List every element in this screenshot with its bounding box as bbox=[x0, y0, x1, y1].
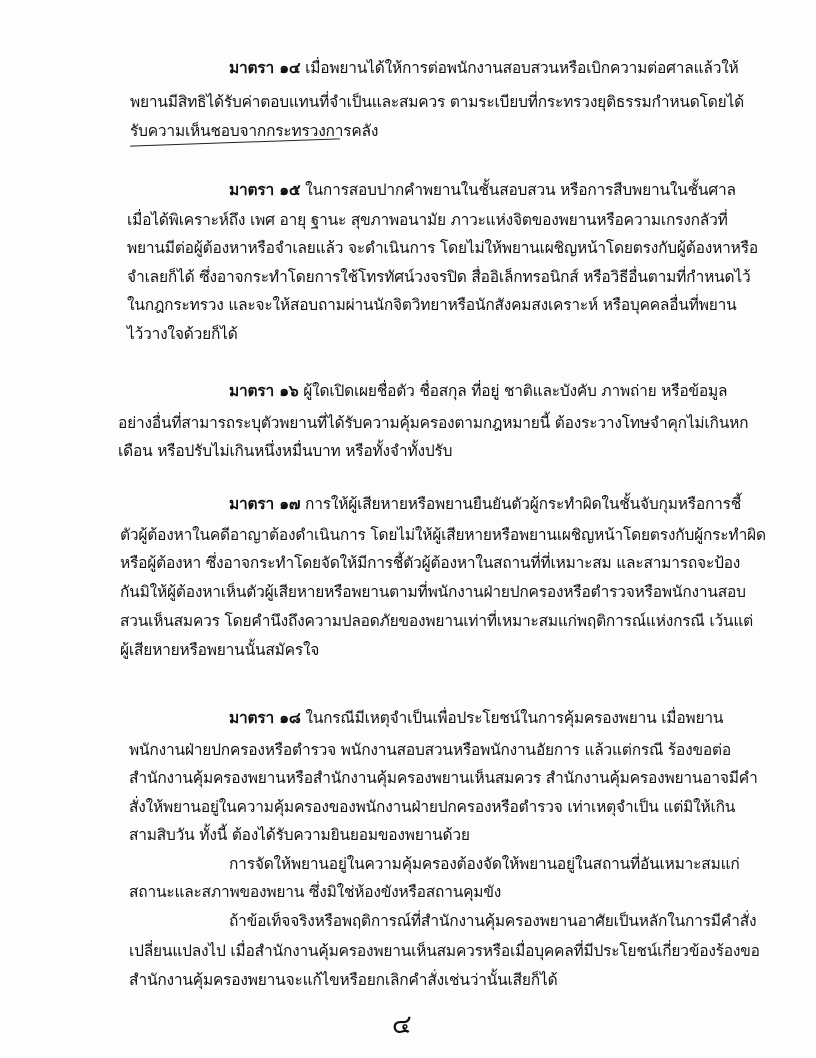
section-17-line-3: หรือผู้ต้องหา ซึ่งอาจกระทำโดยจัดให้มีการชี้ตัวผู้ต้องหาในสถานที่ที่เหมาะสม และสามารถจะป้อง bbox=[120, 554, 741, 572]
section-17-line-5: สวนเห็นสมควร โดยคำนึงถึงความปลอดภัยของพยานเท่าที่เหมาะสมแก่พฤติการณ์แห่งกรณี เว้นแต่ bbox=[120, 612, 753, 630]
section-14-number: มาตรา ๑๔ bbox=[229, 58, 301, 77]
section-15-line-6: ไว้วางใจด้วยก็ได้ bbox=[127, 325, 238, 343]
section-14-line-2: พยานมีสิทธิได้รับค่าตอบแทนที่จำเป็นและสมควร ตามระเบียบที่กระทรวงยุติธรรมกำหนดโดยได้ bbox=[130, 93, 744, 111]
section-18-paragraph-3-line-3: สำนักงานคุ้มครองพยานจะแก้ไขหรือยกเลิกคำสั่งเช่นว่านั้นเสียก็ได้ bbox=[129, 971, 558, 989]
section-18-line-4: สั่งให้พยานอยู่ในความคุ้มครองของพนักงานฝ่ายปกครองหรือตำรวจ เท่าเหตุจำเป็น แต่มิให้เกิน bbox=[129, 798, 736, 816]
section-15-first-line bbox=[229, 180, 736, 200]
section-17-number: มาตรา ๑๗ bbox=[229, 494, 301, 513]
section-16-line-2: อย่างอื่นที่สามารถระบุตัวพยานที่ได้รับความคุ้มครองตามกฎหมายนี้ ต้องระวางโทษจำคุกไม่เกินหก bbox=[118, 414, 749, 432]
section-14-line-3: รับความเห็นชอบจากกระทรวงการคลัง bbox=[130, 122, 379, 140]
section-18-first-line bbox=[229, 708, 723, 728]
section-18-paragraph-3-line-2: เปลี่ยนแปลงไป เมื่อสำนักงานคุ้มครองพยานเห็นสมควรหรือเมื่อบุคคลที่มีประโยชน์เกี่ยวข้องร้องขอ bbox=[129, 942, 760, 960]
section-18-paragraph-2-line-2: สถานะและสภาพของพยาน ซึ่งมิใช่ห้องขังหรือสถานคุมขัง bbox=[129, 883, 502, 901]
section-18-line-2: พนักงานฝ่ายปกครองหรือตำรวจ พนักงานสอบสวนหรือพนักงานอัยการ แล้วแต่กรณี ร้องขอต่อ bbox=[129, 741, 732, 759]
section-17-line-4: กันมิให้ผู้ต้องหาเห็นตัวผู้เสียหายหรือพยานตามที่พนักงานฝ่ายปกครองหรือตำรวจหรือพนักงานสอบ bbox=[120, 583, 746, 601]
section-17-line-2: ตัวผู้ต้องหาในคดีอาญาต้องดำเนินการ โดยไม่ให้ผู้เสียหายหรือพยานเผชิญหน้าโดยตรงกับผู้กระทำผิด bbox=[120, 526, 766, 544]
section-15-line-4: จำเลยก็ได้ ซึ่งอาจกระทำโดยการใช้โทรทัศน์วงจรปิด สื่ออิเล็กทรอนิกส์ หรือวิธีอื่นตามที่กำหนดไว้ bbox=[127, 268, 751, 286]
section-15-line-3: พยานมีต่อผู้ต้องหาหรือจำเลยแล้ว จะดำเนินการ โดยไม่ให้พยานเผชิญหน้าโดยตรงกับผู้ต้องหาหรือ bbox=[127, 239, 758, 257]
section-18-paragraph-2-line-1: การจัดให้พยานอยู่ในความคุ้มครองต้องจัดให้พยานอยู่ในสถานที่อันเหมาะสมแก่ bbox=[229, 855, 740, 873]
section-14-line-1: เมื่อพยานได้ให้การต่อพนักงานสอบสวนหรือเบิกความต่อศาลแล้วให้ bbox=[305, 59, 739, 77]
section-15-line-1: ในการสอบปากคำพยานในชั้นสอบสวน หรือการสืบพยานในชั้นศาล bbox=[305, 181, 736, 199]
section-15-line-2: เมื่อได้พิเคราะห์ถึง เพศ อายุ ฐานะ สุขภาพอนามัย ภาวะแห่งจิตของพยานหรือความเกรงกลัวที่ bbox=[127, 211, 728, 229]
section-18-line-1: ในกรณีมีเหตุจำเป็นเพื่อประโยชน์ในการคุ้มครองพยาน เมื่อพยาน bbox=[305, 709, 724, 727]
section-18-paragraph-3-line-1: ถ้าข้อเท็จจริงหรือพฤติการณ์ที่สำนักงานคุ้มครองพยานอาศัยเป็นหลักในการมีคำสั่ง bbox=[229, 912, 757, 930]
section-16-number: มาตรา ๑๖ bbox=[229, 381, 299, 400]
section-18-number: มาตรา ๑๘ bbox=[229, 708, 301, 727]
section-14-first-line bbox=[229, 58, 739, 78]
section-18-line-3: สำนักงานคุ้มครองพยานหรือสำนักงานคุ้มครองพยานเห็นสมควร สำนักงานคุ้มครองพยานอาจมีคำ bbox=[129, 769, 758, 787]
page-number: ๔ bbox=[392, 1010, 412, 1040]
section-16-line-1: ผู้ใดเปิดเผยชื่อตัว ชื่อสกุล ที่อยู่ ชาติและบังคับ ภาพถ่าย หรือข้อมูล bbox=[303, 382, 728, 400]
section-16-line-3: เดือน หรือปรับไม่เกินหนึ่งหมื่นบาท หรือทั้งจำทั้งปรับ bbox=[118, 442, 453, 460]
section-17-line-1: การให้ผู้เสียหายหรือพยานยืนยันตัวผู้กระทำผิดในชั้นจับกุมหรือการชี้ bbox=[305, 495, 742, 513]
section-15-number: มาตรา ๑๕ bbox=[229, 180, 301, 199]
section-15-line-5: ในกฎกระทรวง และจะให้สอบถามผ่านนักจิตวิทยาหรือนักสังคมสงเคราะห์ หรือบุคคลอื่นที่พยาน bbox=[127, 296, 737, 314]
section-17-line-6: ผู้เสียหายหรือพยานนั้นสมัครใจ bbox=[120, 641, 320, 659]
section-17-first-line bbox=[229, 494, 741, 514]
section-18-line-5: สามสิบวัน ทั้งนี้ ต้องได้รับความยินยอมของพยานด้วย bbox=[129, 826, 470, 844]
section-16-first-line bbox=[229, 381, 727, 401]
